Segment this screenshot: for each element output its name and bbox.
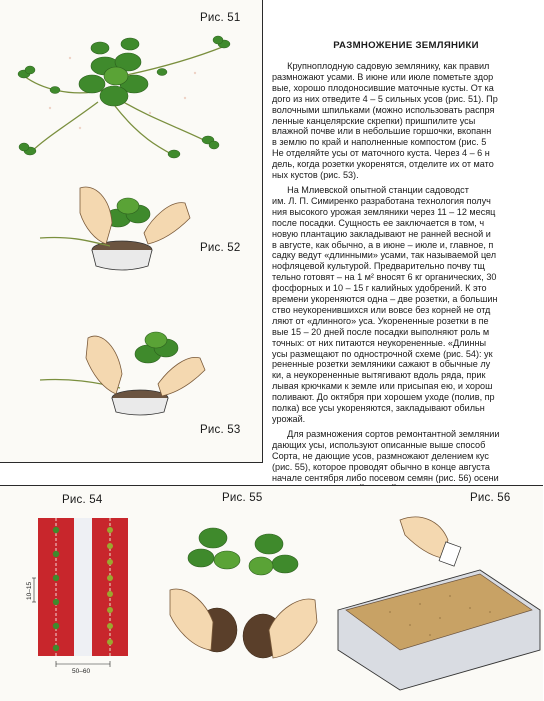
fig55-label: Рис. 55 [222,492,263,504]
fig56-illustration [330,500,542,690]
fig54-label: Рис. 54 [62,494,103,506]
fig51-label: Рис. 51 [200,12,241,24]
fig54-row-spacing: 10–15 [26,581,33,600]
fig52-illustration [40,178,210,273]
article-paragraph: Для размножения сортов ремонтантной землянии дающих усы, используют описанные выше способ Сорта, не дающие усов, размножают делением кус (рис. 55), которое проводят обычно в конце августа начале сентября либо посевом семян (рис. 56) осени [272,428,500,483]
top-figure-panel [0,0,263,463]
bottom-figure-panel [0,485,543,701]
fig52-label: Рис. 52 [200,242,241,254]
fig53-label: Рис. 53 [200,424,241,436]
article-paragraph: На Млиевской опытной станции садоводст им. Л. П. Симиренко разработана технология получ ния высокого урожая земляники через 11 – 12 месяц после посадки. Сущность ее заключается в том, ч новую плантацию закладывают не ранней весной и в августе, как обычно, а в июне – июле и, главное, п садку ведут «длинными» усами, так называемой цел нофляцевой культурой. Предварительно почву тщ тельно готовят – на 1 м² вносят 6 кг органических, 30 фосфорных и 10 – 15 г калийных удобрений. К это времени укореняются одна – две розетки, а большин ство неукоренившихся или вовсе без корней не отд ляют от «длинного» уса. Укорененные розетки в пе вые 15 – 20 дней после посадки выполняют роль м точных: от них питаются неукорененные. «Длинны усы размещают по однострочной схеме (рис. 54): ук рененные розетки земляники сажают в обычные лу ки, а неукорененные вытягивают вдоль ряда, прик лывая крючками к земле или присыпая ею, и хорош поливают. До октября при хорошем уходе (полив, пр полка) все усы укореняются, закладывают обильн урожай. [272,184,498,424]
fig51-illustration [10,18,250,168]
article [272,40,544,494]
article-title: РАЗМНОЖЕНИЕ ЗЕМЛЯНИКИ [333,40,479,51]
fig53-illustration [40,318,215,418]
fig56-label: Рис. 56 [470,492,511,504]
fig54-diagram [26,516,142,676]
fig55-illustration [165,510,320,685]
article-paragraph: Крупноплодную садовую землянику, как правил размножают усами. В июне или июле пометьте здор вые, хорошо плодоносившие маточные кусты. От ка дого из них отведите 4 – 5 сильных усов (рис. 51). Пр волочными шпильками (можно использовать распря ленные канцелярские скрепки) пришпилите усы влажной почве или в небольшие горшочки, вкопанн в землю по край и наполненные компостом (рис. 5 Не отделяйте усы от маточного куста. Через 4 – 6 н дель, когда розетки укоренятся, отделите их от мато ных кустов (рис. 53). [272,61,498,181]
fig54-width: 50–60 [72,668,91,675]
